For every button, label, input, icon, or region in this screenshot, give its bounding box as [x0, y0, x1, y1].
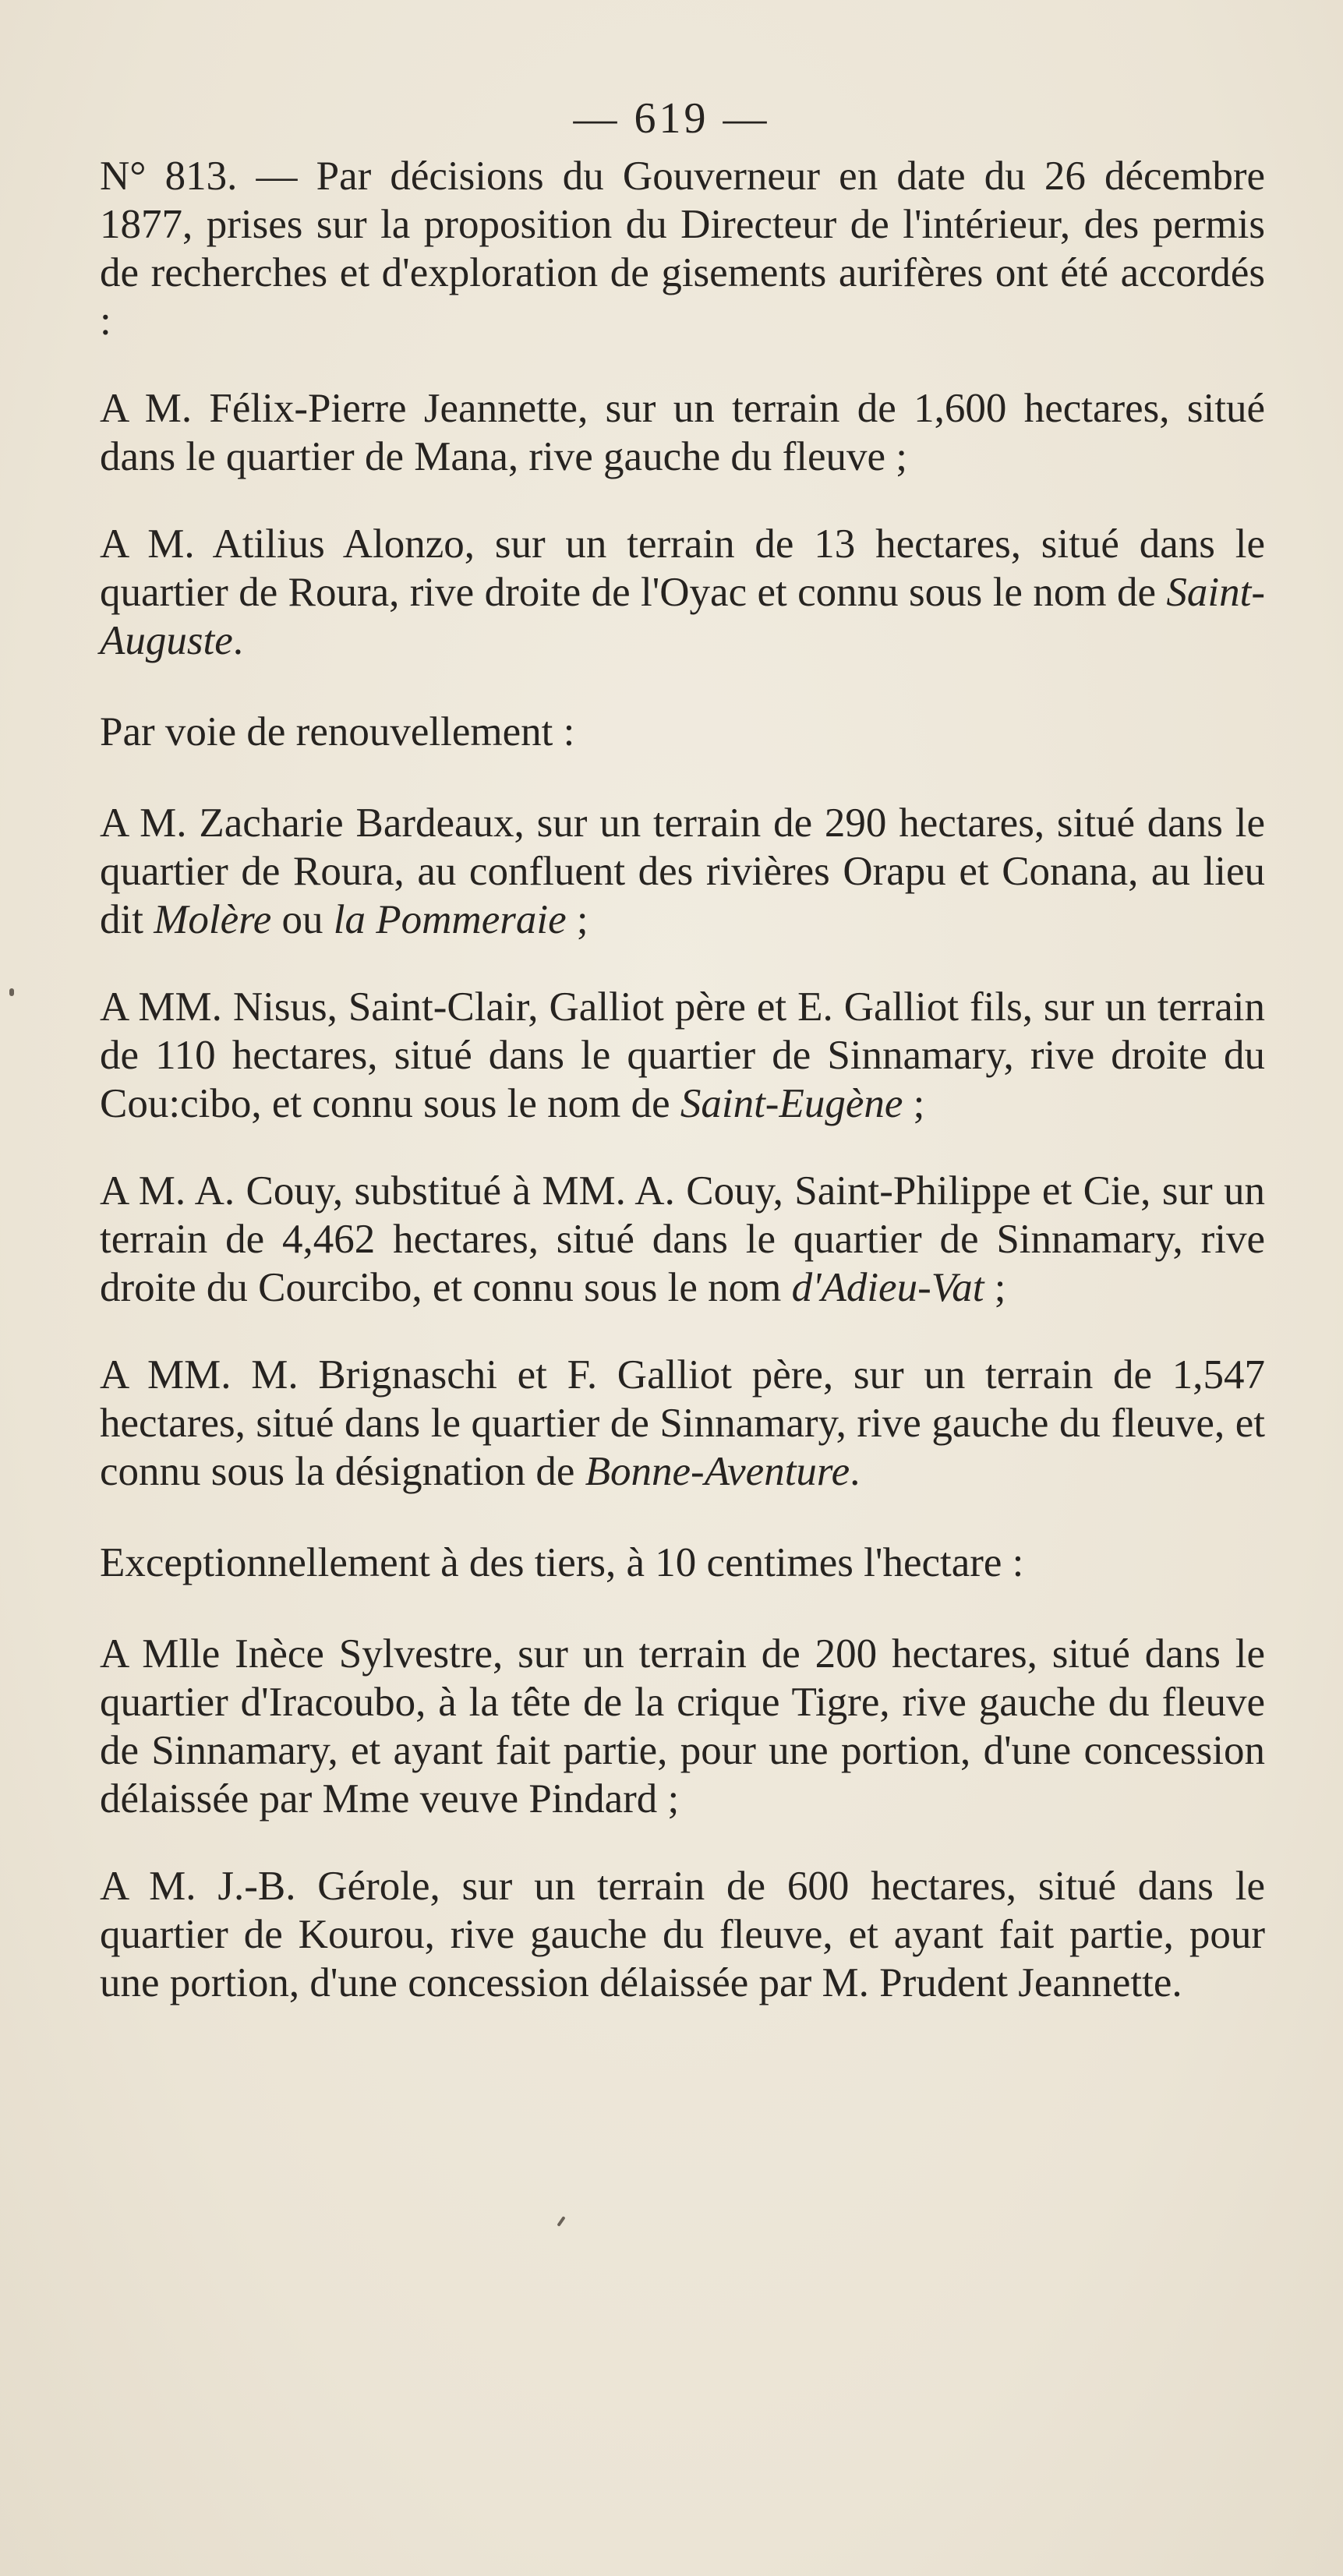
grant-tail: .: [850, 1449, 861, 1494]
grant-text: A M. Zacharie Bardeaux, sur un terrain de 290 hectares, situé dans le quartier de Roura, au confluent des rivières Orapu et Conana, au lieu dit: [100, 800, 1265, 942]
place-name: Saint-Auguste: [100, 570, 1265, 663]
grant-paragraph: [100, 1630, 1265, 1823]
grant-text: A MM. Nisus, Saint-Clair, Galliot père et E. Galliot fils, sur un terrain de 110 hectares, situé dans le quartier de Sinnamary, rive droite du Cou:cibo, et connu sous le nom de: [100, 984, 1265, 1126]
grant-text: A Mlle Inèce Sylvestre, sur un terrain de 200 hectares, situé dans le quartier d'Iracoubo, à la tête de la crique Tigre, rive gauche du fleuve de Sinnamary, et ayant fait partie, pour une portion, d'une concession délaissée par Mme veuve Pindard ;: [100, 1631, 1265, 1822]
grant-tail: ;: [566, 897, 588, 942]
exception-heading: Exceptionnellement à des tiers, à 10 centimes l'hectare :: [100, 1540, 1024, 1585]
grant-paragraph: [100, 1167, 1265, 1312]
place-name: la Pommeraie: [333, 897, 567, 942]
grant-paragraph: [100, 1862, 1265, 2007]
renewal-heading: Par voie de renouvellement :: [100, 709, 575, 754]
grant-mid: ou: [271, 897, 334, 942]
scan-speck: [557, 2216, 565, 2227]
grant-text: A M. Félix-Pierre Jeannette, sur un terrain de 1,600 hectares, situé dans le quartier de Mana, rive gauche du fleuve ;: [100, 386, 1265, 479]
grant-paragraph: [100, 520, 1265, 665]
grant-text: A M. Atilius Alonzo, sur un terrain de 13 hectares, situé dans le quartier de Roura, rive droite de l'Oyac et connu sous le nom de: [100, 521, 1265, 615]
grant-tail: ;: [903, 1081, 925, 1126]
page-number: — 619 —: [573, 94, 770, 143]
scan-speck: [9, 988, 14, 996]
grant-paragraph: [100, 384, 1265, 481]
place-name: Molère: [154, 897, 272, 942]
grant-paragraph: [100, 1351, 1265, 1496]
document-body: [100, 152, 1265, 2046]
grant-paragraph: [100, 799, 1265, 944]
grant-text: A M. A. Couy, substitué à MM. A. Couy, Saint-Philippe et Cie, sur un terrain de 4,462 hectares, situé dans le quartier de Sinnamary, rive droite du Courcibo, et connu sous le nom: [100, 1168, 1265, 1310]
place-name: Saint-Eugène: [680, 1081, 903, 1126]
grant-text: A M. J.-B. Gérole, sur un terrain de 600 hectares, situé dans le quartier de Kourou, rive gauche du fleuve, et ayant fait partie, pour une portion, d'une concession délaissée par M. Prudent Jeannette.: [100, 1864, 1265, 2005]
grant-tail: ;: [984, 1265, 1006, 1310]
intro-paragraph: N° 813. — Par décisions du Gouverneur en date du 26 décembre 1877, prises sur la proposition du Directeur de l'intérieur, des permis de recherches et d'exploration de gisements aurifères ont été accordés :: [100, 154, 1265, 344]
place-name: d'Adieu-Vat: [791, 1265, 984, 1310]
grant-text: A MM. M. Brignaschi et F. Galliot père, sur un terrain de 1,547 hectares, situé dans le quartier de Sinnamary, rive gauche du fleuve, et connu sous la désignation de: [100, 1352, 1265, 1494]
grant-tail: .: [232, 618, 243, 663]
place-name: Bonne-Aventure: [585, 1449, 850, 1494]
grant-paragraph: [100, 983, 1265, 1128]
